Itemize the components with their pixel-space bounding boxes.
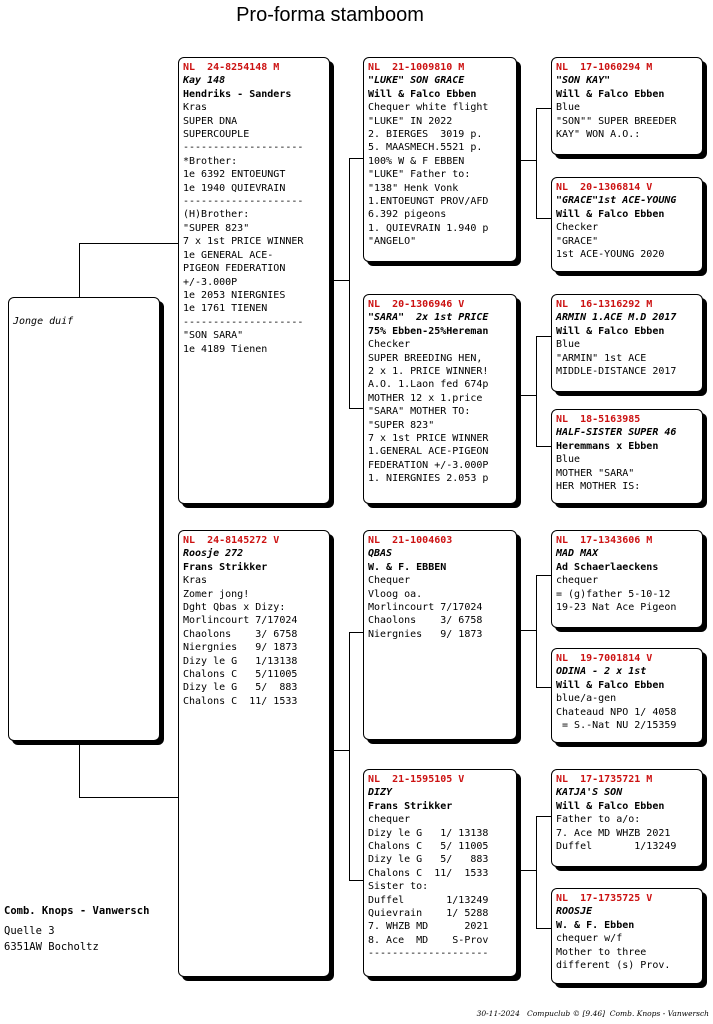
ring-number: NL 21-1004603 (368, 535, 453, 546)
note-line: 7 x 1st PRICE WINNER (183, 236, 304, 248)
breeder-name: Will & Falco Ebben (556, 325, 665, 337)
note-line: SUPER DNA (183, 115, 238, 127)
note-line: MIDDLE-DISTANCE 2017 (556, 366, 677, 378)
pigeon-name: MAD MAX (556, 548, 599, 560)
pedigree-notes (556, 692, 698, 732)
note-line: Quievrain 1/ 5288 (368, 908, 489, 920)
pedigree-notes (556, 813, 698, 853)
ring-number: NL 17-1735721 M (556, 774, 653, 785)
note-line: chequer w/f (556, 933, 623, 945)
connector-line (79, 797, 178, 798)
note-line: 1e 1940 QUIEVRAIN (183, 182, 286, 194)
note-line: Chequer white flight (368, 102, 489, 114)
note-line: 7 x 1st PRICE WINNER (368, 433, 489, 445)
connector-line (536, 816, 537, 928)
pigeon-name: Kay 148 (183, 75, 226, 87)
note-line: SUPER BREEDING HEN, (368, 352, 483, 364)
note-line: Father to a/o: (556, 814, 641, 826)
breeder-name: Will & Falco Ebben (556, 800, 665, 812)
note-line: Sister to: (368, 881, 429, 893)
note-line: "SUPER 823" (368, 419, 435, 431)
breeder-name: Ad Schaerlaeckens (556, 561, 659, 573)
pedigree-notes (183, 101, 325, 356)
note-line: "ANGELO" (368, 236, 417, 248)
note-line: -------------------- (183, 196, 304, 208)
pigeon-name: Roosje 272 (183, 548, 244, 560)
note-line: 2 x 1. PRICE WINNER! (368, 366, 489, 378)
note-line: "GRACE" (556, 235, 599, 247)
owner-name: Comb. Knops - Vanwersch (4, 905, 150, 917)
breeder-name: 75% Ebben-25%Hereman (368, 325, 489, 337)
print-footer: 30-11-2024 Compuclub © [9.46] Comb. Knops - Vanwersch (476, 1009, 709, 1018)
note-line: 100% W & F EBBEN (368, 155, 465, 167)
note-line: Checker (556, 222, 599, 234)
pedigree-notes (368, 813, 512, 960)
connector-line (330, 750, 349, 751)
connector-line (536, 816, 551, 817)
note-line: 7. Ace MD WHZB 2021 (556, 827, 671, 839)
pigeon-name: ODINA - 2 x 1st (556, 666, 647, 678)
note-line: chequer (556, 575, 599, 587)
breeder-name: Frans Strikker (183, 561, 268, 573)
grandfather-maternal-card (363, 530, 517, 740)
note-line: Chaolons 3/ 6758 (183, 628, 298, 640)
note-line: Dizy le G 5/ 883 (183, 682, 298, 694)
great-grandparent-card (551, 530, 703, 628)
note-line: KAY" WON A.O.: (556, 129, 641, 141)
pedigree-notes (183, 574, 325, 708)
pigeon-name: "SON KAY" (556, 75, 611, 87)
ring-number: NL 24-8145272 V (183, 535, 280, 546)
connector-line (536, 575, 551, 576)
pigeon-name: "LUKE" SON GRACE (368, 75, 465, 87)
note-line: Kras (183, 102, 208, 114)
note-line: = S.-Nat NU 2/15359 (556, 720, 677, 732)
pedigree-notes (556, 101, 698, 141)
note-line: (H)Brother: (183, 209, 250, 221)
note-line: HER MOTHER IS: (556, 481, 641, 493)
note-line: blue/a-gen (556, 693, 617, 705)
pedigree-notes (368, 574, 512, 641)
ring-number: NL 17-1735725 V (556, 893, 653, 904)
ring-number: NL 20-1306814 V (556, 182, 653, 193)
note-line: Chequer (368, 575, 411, 587)
note-line: different (s) Prov. (556, 960, 671, 972)
note-line: Dizy le G 1/13138 (183, 655, 298, 667)
connector-line (349, 408, 363, 409)
note-line: 1e 2053 NIERGNIES (183, 289, 286, 301)
connector-line (517, 630, 536, 631)
note-line: PIGEON FEDERATION (183, 263, 286, 275)
great-grandparent-card (551, 177, 703, 272)
ring-number: NL 24-8254148 M (183, 62, 280, 73)
note-line: Chalons C 5/11005 (183, 669, 298, 681)
note-line: Blue (556, 454, 581, 466)
ring-number: NL 17-1343606 M (556, 535, 653, 546)
note-line: 1.ENTOEUNGT PROV/AFD (368, 196, 489, 208)
note-line: Niergnies 9/ 1873 (368, 628, 483, 640)
note-line: -------------------- (368, 948, 489, 960)
great-grandparent-card (551, 409, 703, 504)
connector-line (349, 632, 363, 633)
note-line: "138" Henk Vonk (368, 182, 459, 194)
note-line: "LUKE" IN 2022 (368, 115, 453, 127)
connector-line (349, 158, 363, 159)
pedigree-notes (556, 221, 698, 261)
connector-line (517, 160, 536, 161)
note-line: SUPERCOUPLE (183, 129, 250, 141)
note-line: Checker (368, 339, 411, 351)
pigeon-name: DIZY (368, 787, 393, 799)
connector-line (79, 243, 80, 298)
grandfather-paternal-card (363, 57, 517, 262)
note-line: 1e 1761 TIENEN (183, 303, 268, 315)
note-line: Kras (183, 575, 208, 587)
ring-number: NL 19-7001814 V (556, 653, 653, 664)
pigeon-name: QBAS (368, 548, 393, 560)
note-line: 6.392 pigeons (368, 209, 447, 221)
pigeon-name: ARMIN 1.ACE M.D 2017 (556, 312, 677, 324)
note-line: 1e 6392 ENTOEUNGT (183, 169, 286, 181)
pigeon-name: "SARA" 2x 1st PRICE (368, 312, 489, 324)
note-line: = (g)father 5-10-12 (556, 588, 671, 600)
note-line: 1st ACE-YOUNG 2020 (556, 249, 665, 261)
ring-number: NL 21-1009810 M (368, 62, 465, 73)
note-line: Vloog oa. (368, 588, 423, 600)
note-line: 8. Ace MD S-Prov (368, 934, 489, 946)
pedigree-notes (556, 932, 698, 972)
note-line: FEDERATION +/-3.000P (368, 459, 489, 471)
pedigree-notes (368, 101, 512, 248)
note-line: Duffel 1/13249 (368, 894, 489, 906)
pigeon-name: KATJA'S SON (556, 787, 623, 799)
breeder-name: Frans Strikker (368, 800, 453, 812)
note-line: "SON"" SUPER BREEDER (556, 115, 677, 127)
connector-line (517, 395, 536, 396)
connector-line (517, 870, 536, 871)
connector-line (349, 632, 350, 880)
mother-card (178, 530, 330, 977)
ring-number: NL 18-5163985 (556, 414, 641, 425)
breeder-name: Hendriks - Sanders (183, 88, 292, 100)
grandmother-maternal-card (363, 769, 517, 977)
note-line: Chalons C 11/ 1533 (368, 867, 489, 879)
pedigree-notes (556, 574, 698, 614)
note-line: Chalons C 11/ 1533 (183, 695, 298, 707)
note-line: Zomer jong! (183, 588, 250, 600)
owner-block (4, 903, 149, 955)
great-grandparent-card (551, 769, 703, 867)
note-line: 1. NIERGNIES 2.053 p (368, 473, 489, 485)
note-line: Dizy le G 1/ 13138 (368, 827, 489, 839)
note-line: A.O. 1.Laon fed 674p (368, 379, 489, 391)
great-grandparent-card (551, 888, 703, 984)
owner-address-line: 6351AW Bocholtz (4, 941, 99, 953)
great-grandparent-card (551, 648, 703, 743)
note-line: Dizy le G 5/ 883 (368, 854, 489, 866)
note-line: -------------------- (183, 142, 304, 154)
note-line: "SUPER 823" (183, 222, 250, 234)
owner-address-line: Quelle 3 (4, 925, 55, 937)
page-title: Pro-forma stamboom (236, 4, 424, 26)
note-line: MOTHER 12 x 1.price (368, 392, 483, 404)
note-line: 1e GENERAL ACE- (183, 249, 274, 261)
note-line: Mother to three (556, 946, 647, 958)
note-line: "LUKE" Father to: (368, 169, 471, 181)
note-line: 7. WHZB MD 2021 (368, 921, 489, 933)
connector-line (536, 218, 551, 219)
ring-number: NL 16-1316292 M (556, 299, 653, 310)
note-line: Duffel 1/13249 (556, 841, 677, 853)
note-line: chequer (368, 814, 411, 826)
connector-line (536, 446, 551, 447)
note-line: "ARMIN" 1st ACE (556, 352, 647, 364)
pigeon-name: ROOSJE (556, 906, 593, 918)
pigeon-name: "GRACE"1st ACE-YOUNG (556, 195, 677, 207)
note-line: Morlincourt 7/17024 (183, 615, 298, 627)
note-line: 1e 4189 Tienen (183, 343, 268, 355)
note-line: 1. QUIEVRAIN 1.940 p (368, 222, 489, 234)
note-line: +/-3.000P (183, 276, 238, 288)
pigeon-name: HALF-SISTER SUPER 46 (556, 427, 677, 439)
pedigree-notes (368, 338, 512, 485)
breeder-name: Heremmans x Ebben (556, 440, 659, 452)
connector-line (536, 687, 551, 688)
subject-name: Jonge duif (13, 316, 74, 327)
breeder-name: Will & Falco Ebben (556, 679, 665, 691)
note-line: 5. MAASMECH.5521 p. (368, 142, 483, 154)
note-line: Niergnies 9/ 1873 (183, 642, 298, 654)
note-line: 19-23 Nat Ace Pigeon (556, 602, 677, 614)
ring-number: NL 17-1060294 M (556, 62, 653, 73)
note-line: Chateaud NPO 1/ 4058 (556, 706, 677, 718)
great-grandparent-card (551, 294, 703, 392)
note-line: Blue (556, 102, 581, 114)
note-line: 1.GENERAL ACE-PIGEON (368, 446, 489, 458)
connector-line (349, 158, 350, 408)
pedigree-notes (556, 338, 698, 378)
breeder-name: W. & F. Ebben (556, 919, 635, 931)
grandmother-paternal-card (363, 294, 517, 504)
note-line: Dght Qbas x Dizy: (183, 602, 286, 614)
ring-number: NL 20-1306946 V (368, 299, 465, 310)
connector-line (536, 108, 551, 109)
father-card (178, 57, 330, 504)
breeder-name: W. & F. EBBEN (368, 561, 447, 573)
note-line: "SON SARA" (183, 330, 244, 342)
note-line: Chaolons 3/ 6758 (368, 615, 483, 627)
breeder-name: Will & Falco Ebben (368, 88, 477, 100)
note-line: MOTHER "SARA" (556, 467, 635, 479)
note-line: "SARA" MOTHER TO: (368, 406, 471, 418)
connector-line (79, 740, 80, 797)
note-line: Chalons C 5/ 11005 (368, 841, 489, 853)
note-line: Blue (556, 339, 581, 351)
connector-line (536, 336, 537, 446)
great-grandparent-card (551, 57, 703, 155)
breeder-name: Will & Falco Ebben (556, 88, 665, 100)
connector-line (79, 243, 178, 244)
subject-card (8, 297, 160, 741)
note-line: Morlincourt 7/17024 (368, 602, 483, 614)
connector-line (536, 336, 551, 337)
connector-line (536, 928, 551, 929)
connector-line (349, 880, 363, 881)
breeder-name: Will & Falco Ebben (556, 208, 665, 220)
ring-number: NL 21-1595105 V (368, 774, 465, 785)
note-line: -------------------- (183, 316, 304, 328)
connector-line (536, 108, 537, 218)
note-line: 2. BIERGES 3019 p. (368, 129, 483, 141)
note-line: *Brother: (183, 155, 238, 167)
connector-line (330, 280, 349, 281)
connector-line (536, 575, 537, 687)
pedigree-notes (556, 453, 698, 493)
